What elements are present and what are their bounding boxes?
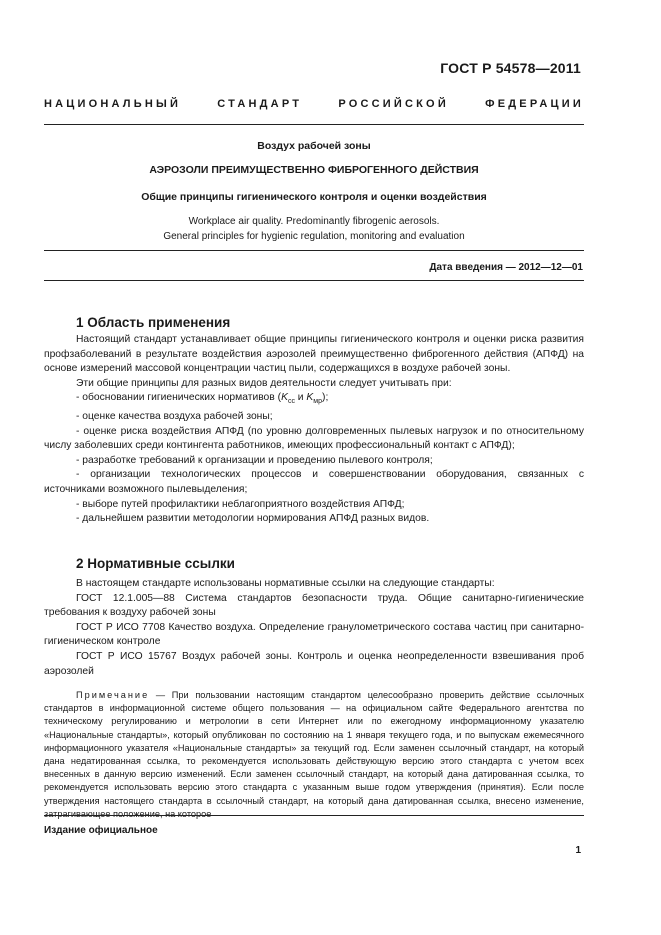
bullet-processes: - организации технологических процессов и совершенствовании оборудования, связанных с источниками возможного пылевыделения; (44, 469, 584, 495)
bullet-prevention: - выборе путей профилактики неблагоприятного воздействия АПФД; (76, 498, 405, 510)
section-1-body (44, 333, 584, 527)
bullet-risk: - оценке риска воздействия АПФД (по уровню долговременных пылевых нагрузок и по относительному числу заболевших среди контингента работников, имеющих профессиональный контакт с АПФД); (44, 425, 584, 452)
date-divider (44, 280, 584, 281)
document-id: ГОСТ Р 54578—2011 (440, 60, 581, 76)
section-2-paragraph-1: В настоящем стандарте использованы нормативные ссылки на следующие стандарты: (76, 578, 495, 589)
note-block (44, 689, 584, 821)
section-2-body (44, 577, 584, 679)
note-text: — При пользовании настоящим стандартом целесообразно проверить действие ссылочных стандартов в информационной системе общего пользования — на официальном сайте Федерального агентства по техническому регулированию и метрологии в сети Интернет или по ежегодному информационному указателю «Национальные стандарты», который опубликован по состоянию на 1 января текущего года, и по выпускам ежемесячного информационного указателя «Национальные стандарты» за текущий год. Если заменен ссылочный стандарт, на который дана недатированная ссылка, то рекомендуется использовать действующую версию этого стандарта с учетом всех внесенных в данную версию изменений. Если заменен ссылочный стандарт, на который дана датированная ссылка, то рекомендуется использовать версию этого стандарта с указанным выше годом утверждения (принятия). Если после утверждения настоящего стандарта в ссылочный стандарт, на который дана датированная ссылка, внесено изменение, затрагивающее положение, на которое (44, 690, 584, 819)
section-1-heading: 1 Область применения (76, 315, 231, 330)
bullet-requirements: - разработке требований к организации и проведению пылевого контроля; (76, 454, 433, 466)
bullet-methodology: - дальнейшем развитии методологии нормирования АПФД разных видов. (76, 513, 430, 525)
title-line-2: АЭРОЗОЛИ ПРЕИМУЩЕСТВЕННО ФИБРОГЕННОГО ДЕЙСТВИЯ (149, 164, 479, 176)
standard-type-heading: НАЦИОНАЛЬНЫЙ СТАНДАРТ РОССИЙСКОЙ ФЕДЕРАЦИИ (44, 98, 584, 110)
section-1-paragraph-2: Эти общие принципы для разных видов деятельности следует учитывать при: (76, 377, 452, 389)
page-number: 1 (575, 845, 581, 856)
header-divider (44, 124, 584, 125)
edition-label: Издание официальное (44, 825, 158, 836)
english-title (44, 214, 584, 244)
bullet-air-quality: - оценке качества воздуха рабочей зоны; (76, 411, 273, 423)
title-divider (44, 250, 584, 251)
reference-gost-12-1-005: ГОСТ 12.1.005—88 Система стандартов безопасности труда. Общие санитарно-гигиенические требования к воздуху рабочей зоны (44, 592, 584, 619)
reference-iso-7708: ГОСТ Р ИСО 7708 Качество воздуха. Определение гранулометрического состава частиц при санитарно-гигиеническом контроле (44, 621, 584, 648)
bullet-norms: - обосновании гигиенических нормативов ($K_{сс}$ и $K_{мр}$); (76, 392, 329, 406)
title-line-3: Общие принципы гигиенического контроля и оценки воздействия (141, 191, 487, 203)
section-1-paragraph-1: Настоящий стандарт устанавливает общие принципы гигиенического контроля и оценки риска развития профзаболеваний в результате воздействия аэрозолей преимущественно фиброгенного действия (АПФД) на основе измерений массовой концентрации частиц пыли, содержащихся в воздухе рабочей зоны. (44, 334, 584, 375)
english-title-line-1: Workplace air quality. Predominantly fibrogenic aerosols. (188, 216, 440, 227)
note-label: Примечание (76, 690, 150, 700)
footer-divider (44, 815, 584, 816)
intro-date: Дата введения — 2012—12—01 (429, 262, 583, 273)
english-title-line-2: General principles for hygienic regulation, monitoring and evaluation (163, 231, 465, 242)
reference-iso-15767: ГОСТ Р ИСО 15767 Воздух рабочей зоны. Контроль и оценка неопределенности взвешивания проб аэрозолей (44, 650, 584, 677)
title-line-1: Воздух рабочей зоны (257, 140, 371, 152)
section-2-heading: 2 Нормативные ссылки (76, 556, 235, 571)
